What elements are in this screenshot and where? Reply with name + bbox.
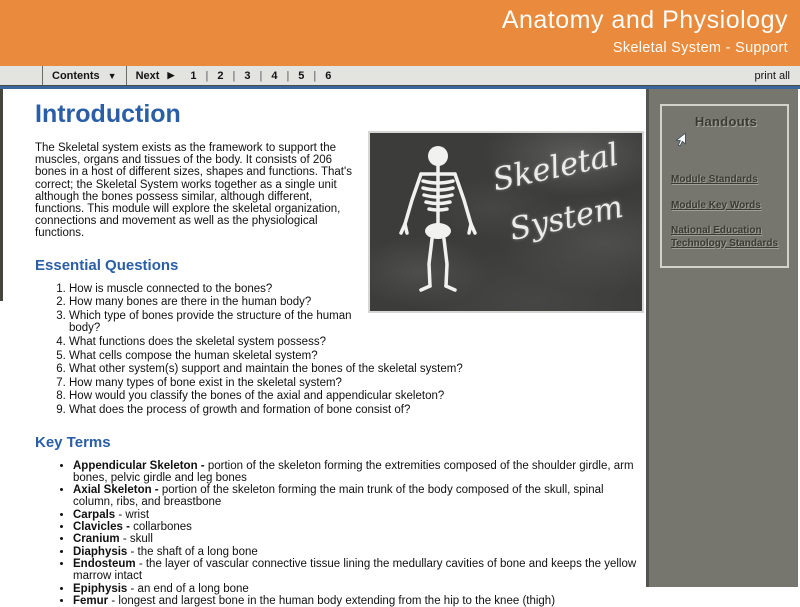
essential-question: 2. How many bones are there in the human body? [69,296,644,309]
page-separator: | [259,69,263,82]
print-all-link[interactable]: print all [754,69,790,82]
contents-menu-label: Contents [52,69,100,82]
nav-divider [126,66,127,85]
key-term: • Epiphysis - an end of a long bone [73,583,644,595]
key-terms-list [35,460,644,607]
skeleton-drawing [386,143,486,301]
handouts-box [660,104,789,268]
essential-question: 6. What other system(s) support and maintain the bones of the skeletal system? [69,363,644,376]
page-number-nav [190,70,331,82]
next-button-label: Next [135,69,160,82]
chevron-down-icon: ▼ [107,70,117,81]
page-link-6[interactable]: 6 [325,69,332,82]
cursor-arrow-icon [673,132,687,148]
essential-question: 5. What cells compose the human skeletal system? [69,350,644,363]
key-term: • Diaphysis - the shaft of a long bone [73,546,644,558]
next-arrow-icon: ▶ [167,70,175,80]
page-separator: | [313,69,317,82]
page-link-1[interactable]: 1 [190,69,197,82]
page-separator: | [286,69,290,82]
key-term: • Endosteum - the layer of vascular connective tissue lining the medullary cavities of bone and keeps the yellow marrow intact [73,558,644,583]
page-link-4[interactable]: 4 [271,69,278,82]
essential-question: 1. How is muscle connected to the bones? [69,283,644,296]
page-link-2[interactable]: 2 [217,69,224,82]
key-term: • Carpals - wrist [73,509,644,521]
key-term: • Femur - longest and largest bone in the human body extending from the hip to the knee (thigh) [73,595,644,607]
key-term: • Axial Skeleton - portion of the skeleton forming the main trunk of the body composed of the skull, spinal column, ribs, and breastbone [73,484,644,509]
contents-menu-button[interactable] [52,70,117,82]
left-edge-shadow [0,89,3,301]
essential-question: 8. How would you classify the bones of the axial and appendicular skeleton? [69,390,644,403]
chalk-caption-line1: Skeletal [489,136,622,199]
lesson-navbar [0,66,800,86]
page-link-3[interactable]: 3 [244,69,251,82]
essential-question: 9. What does the process of growth and formation of bone consist of? [69,404,644,417]
handouts-sidebar [649,89,798,587]
skeleton-chalkboard-image [368,131,644,313]
handout-link-net-standards[interactable]: National Education Technology Standards [671,225,779,249]
page-header [0,0,800,66]
handouts-heading: Handouts [694,114,758,129]
course-title: Anatomy and Physiology [501,6,788,34]
essential-question: 4. What functions does the skeletal system possess? [69,336,644,349]
page-separator: | [205,69,209,82]
chalk-caption-line2: System [506,188,627,248]
handout-link-module-key-words[interactable]: Module Key Words [671,199,761,211]
nav-divider [42,66,43,85]
key-term: • Cranium - skull [73,533,644,545]
chalkboard-caption [475,134,648,253]
essential-questions-heading: Essential Questions [35,256,179,274]
lesson-content [0,89,646,607]
essential-question: 3. Which type of bones provide the structure of the human body? [69,310,644,335]
next-page-button[interactable] [136,70,175,82]
key-term: • Clavicles - collarbones [73,521,644,533]
key-terms-heading: Key Terms [35,433,111,451]
lesson-subtitle: Skeletal System - Support [612,40,788,56]
page-separator: | [232,69,236,82]
intro-paragraph: The Skeletal system exists as the framework to support the muscles, organs and tissues of the body. It consists of 206 bones in a host of different sizes, shapes and functions. That's correct; the Skeletal System works together as a single unit although the bones possess similar, although different, functions. This module will explore the skeletal organization, connections and movement as well as the physiological functions. [35,142,352,240]
page-title: Introduction [35,100,181,128]
key-term: • Appendicular Skeleton - portion of the skeleton forming the extremities composed of the shoulder girdle, arm bones, pelvic girdle and leg bones [73,460,644,485]
essential-question: 7. How many types of bone exist in the skeletal system? [69,377,644,390]
handout-link-module-standards[interactable]: Module Standards [671,174,758,185]
page-link-5[interactable]: 5 [298,69,305,82]
